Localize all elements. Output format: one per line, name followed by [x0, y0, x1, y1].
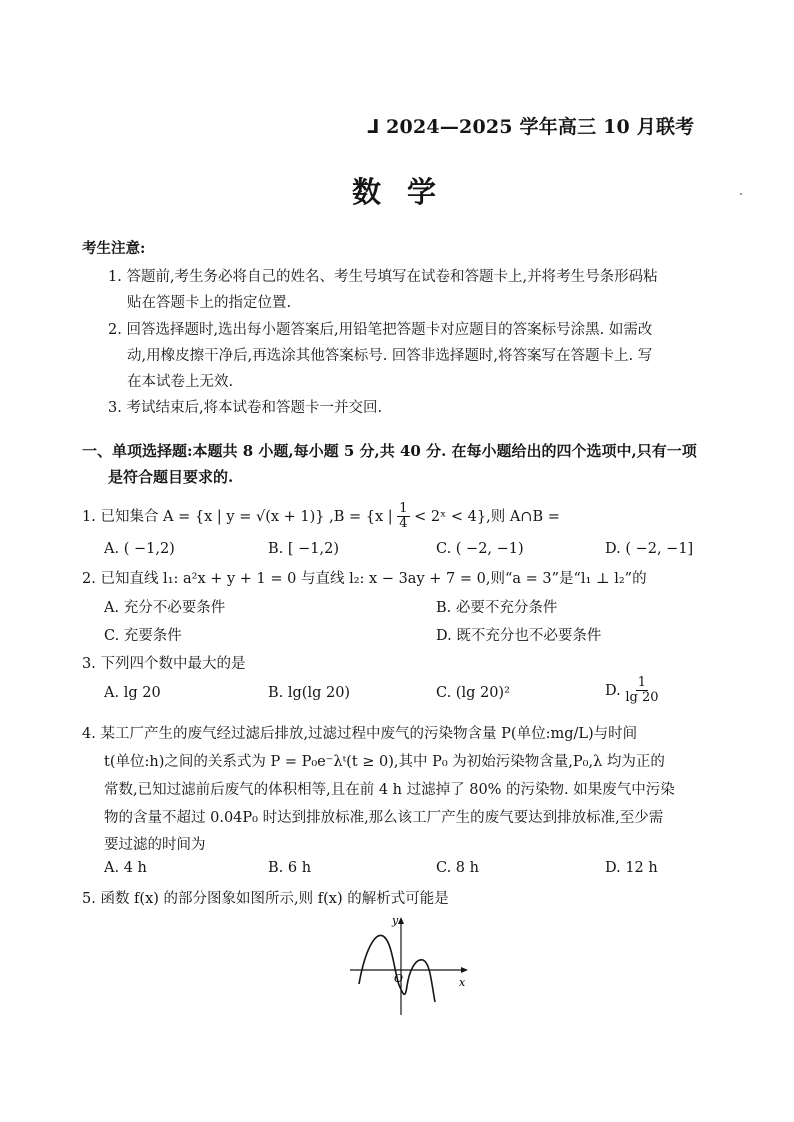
q3-option-d	[605, 676, 658, 706]
notice-line: 贴在答题卡上的指定位置.	[127, 295, 292, 311]
notice-title: 考生注意:	[82, 240, 146, 257]
notice-line: 2. 回答选择题时,选出每小题答案后,用铅笔把答题卡对应题目的答案标号涂黑. 如需改	[108, 322, 653, 338]
function-curve	[359, 935, 435, 1002]
question-5-stem: 5. 函数 f(x) 的部分图象如图所示,则 f(x) 的解析式可能是	[82, 891, 449, 907]
q3-option-d-label: D.	[605, 682, 621, 699]
question-4-line: 常数,已知过滤前后废气的体积相等,且在前 4 h 过滤掉了 80% 的污染物. 如果废气中污染	[104, 782, 675, 798]
q4-option-b: B. 6 h	[268, 860, 312, 876]
notice-line: 在本试卷上无效.	[127, 374, 234, 390]
q3-option-d-fraction	[625, 676, 658, 706]
q1-post: < 2ˣ < 4},则 A∩B =	[414, 508, 560, 525]
question-2-stem: 2. 已知直线 l₁: a²x + y + 1 = 0 与直线 l₂: x − 3ay + 7 = 0,则“a = 3”是“l₁ ⊥ l₂”的	[82, 571, 647, 587]
q1-option-b: B. [ −1,2)	[268, 541, 340, 557]
q1-option-a: A. ( −1,2)	[104, 541, 175, 557]
q4-option-d: D. 12 h	[605, 860, 658, 876]
question-4-line: 物的含量不超过 0.04P₀ 时达到排放标准,那么该工厂产生的废气要达到排放标准,至少需	[104, 810, 664, 826]
q3-option-a: A. lg 20	[104, 685, 161, 701]
notice-line: 动,用橡皮擦干净后,再选涂其他答案标号. 回答非选择题时,将答案写在答题卡上. 写	[127, 348, 653, 364]
q1-option-c: C. ( −2, −1)	[436, 541, 524, 557]
section-heading: 一、单项选择题:本题共 8 小题,每小题 5 分,共 40 分. 在每小题给出的四个选项中,只有一项	[82, 442, 697, 460]
question-1-stem	[82, 502, 560, 532]
exam-title: 2024—2025 学年高三 10 月联考	[386, 116, 695, 138]
q3-option-b: B. lg(lg 20)	[268, 685, 351, 701]
question-4-line: 4. 某工厂产生的废气经过滤后排放,过滤过程中废气的污染物含量 P(单位:mg/L)与时间	[82, 726, 638, 742]
q4-option-a: A. 4 h	[104, 860, 147, 876]
q3-optd-den: lg 20	[625, 690, 659, 706]
q2-option-c: C. 充要条件	[104, 628, 182, 644]
q4-option-c: C. 8 h	[436, 860, 479, 876]
origin-label: O	[394, 972, 404, 985]
subject-title: 数学	[352, 175, 463, 209]
q2-option-a: A. 充分不必要条件	[104, 600, 226, 616]
function-graph	[345, 910, 475, 1029]
q1-option-d: D. ( −2, −1]	[605, 541, 694, 557]
q3-optd-num: 1	[637, 675, 647, 690]
notice-line: 1. 答题前,考生务必将自己的姓名、考生号填写在试卷和答题卡上,并将考生号条形码粘	[108, 269, 658, 285]
x-axis-arrow-icon	[461, 967, 468, 973]
q1-frac-den: 4	[399, 516, 408, 532]
question-4-line: 要过滤的时间为	[104, 837, 206, 853]
scan-speck	[740, 193, 742, 195]
q1-fraction	[397, 502, 409, 532]
exam-header	[367, 112, 694, 139]
q1-pre: 1. 已知集合 A = {x | y = √(x + 1)} ,B = {x |	[82, 508, 393, 525]
y-axis-arrow-icon	[398, 917, 404, 924]
notice-line: 3. 考试结束后,将本试卷和答题卡一并交回.	[108, 400, 383, 416]
question-4-line: t(单位:h)之间的关系式为 P = P₀e⁻λᵗ(t ≥ 0),其中 P₀ 为初始污染物含量,P₀,λ 均为正的	[104, 754, 665, 770]
y-axis-label: y	[392, 914, 399, 927]
question-3-stem: 3. 下列四个数中最大的是	[82, 656, 246, 672]
section-heading: 是符合题目要求的.	[108, 468, 234, 486]
q3-option-c: C. (lg 20)²	[436, 685, 510, 701]
q2-option-b: B. 必要不充分条件	[436, 600, 558, 616]
x-axis-label: x	[459, 976, 466, 989]
q2-option-d: D. 既不充分也不必要条件	[436, 628, 602, 644]
q1-frac-num: 1	[399, 501, 408, 516]
header-mark: ⅃	[367, 116, 380, 138]
